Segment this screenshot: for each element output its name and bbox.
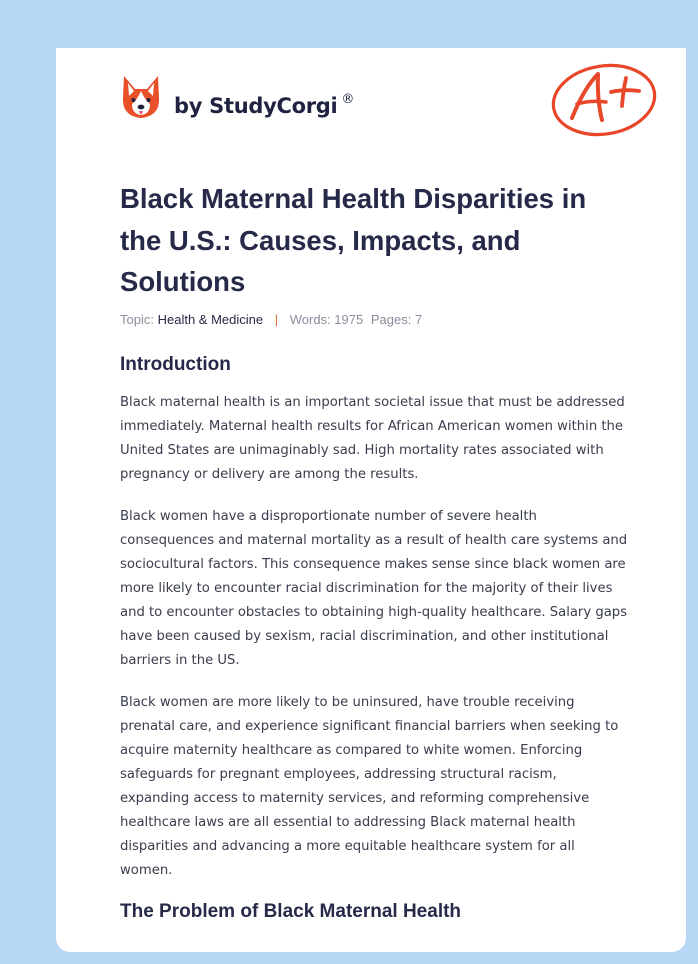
section-heading-problem: The Problem of Black Maternal Health: [120, 901, 462, 922]
brand-name[interactable]: by StudyCorgi ®: [174, 92, 355, 118]
registered-mark: ®: [341, 92, 355, 107]
section-heading-introduction: Introduction: [120, 354, 231, 375]
document-meta: [120, 312, 422, 327]
topic-label: Topic:: [120, 312, 154, 327]
topic-link[interactable]: Health & Medicine: [157, 312, 264, 327]
paragraph: Black women are more likely to be uninsured, have trouble receiving prenatal care, and experience significant financial barriers when seeking to acquire maternity healthcare as compared to white women. Enforcing safeguards for pregnant employees, addressing structural racism, expanding access to maternity services, and reforming comprehensive healthcare laws are all essential to addressing Black maternal health disparities and advancing a more equitable healthcare system for all women.: [120, 695, 619, 878]
corgi-icon: [120, 74, 162, 124]
paragraph: Black maternal health is an important societal issue that must be addressed immediately. Maternal health results for African American women within the United States are unimaginably sad. High mortality rates associated with pregnancy or delivery are among the results.: [120, 395, 625, 482]
document-title: Black Maternal Health Disparities in the U.S.: Causes, Impacts, and Solutions: [120, 183, 587, 297]
pages-label: Pages:: [370, 312, 412, 327]
words-count: 1975: [334, 312, 364, 327]
document-header: [120, 74, 660, 144]
meta-separator: |: [274, 312, 279, 327]
document-page: [56, 48, 686, 952]
words-label: Words:: [289, 312, 331, 327]
a-plus-grade-icon: [548, 60, 660, 140]
pages-count: 7: [414, 312, 423, 327]
paragraph: Black women have a disproportionate number of severe health consequences and maternal mortality as a result of health care systems and sociocultural factors. This consequence makes sense since black women are more likely to encounter racial discrimination for the majority of their lives and to encounter obstacles to obtaining high-quality healthcare. Salary gaps have been caused by sexism, racial discrimination, and other institutional barriers in the US.: [120, 509, 628, 668]
